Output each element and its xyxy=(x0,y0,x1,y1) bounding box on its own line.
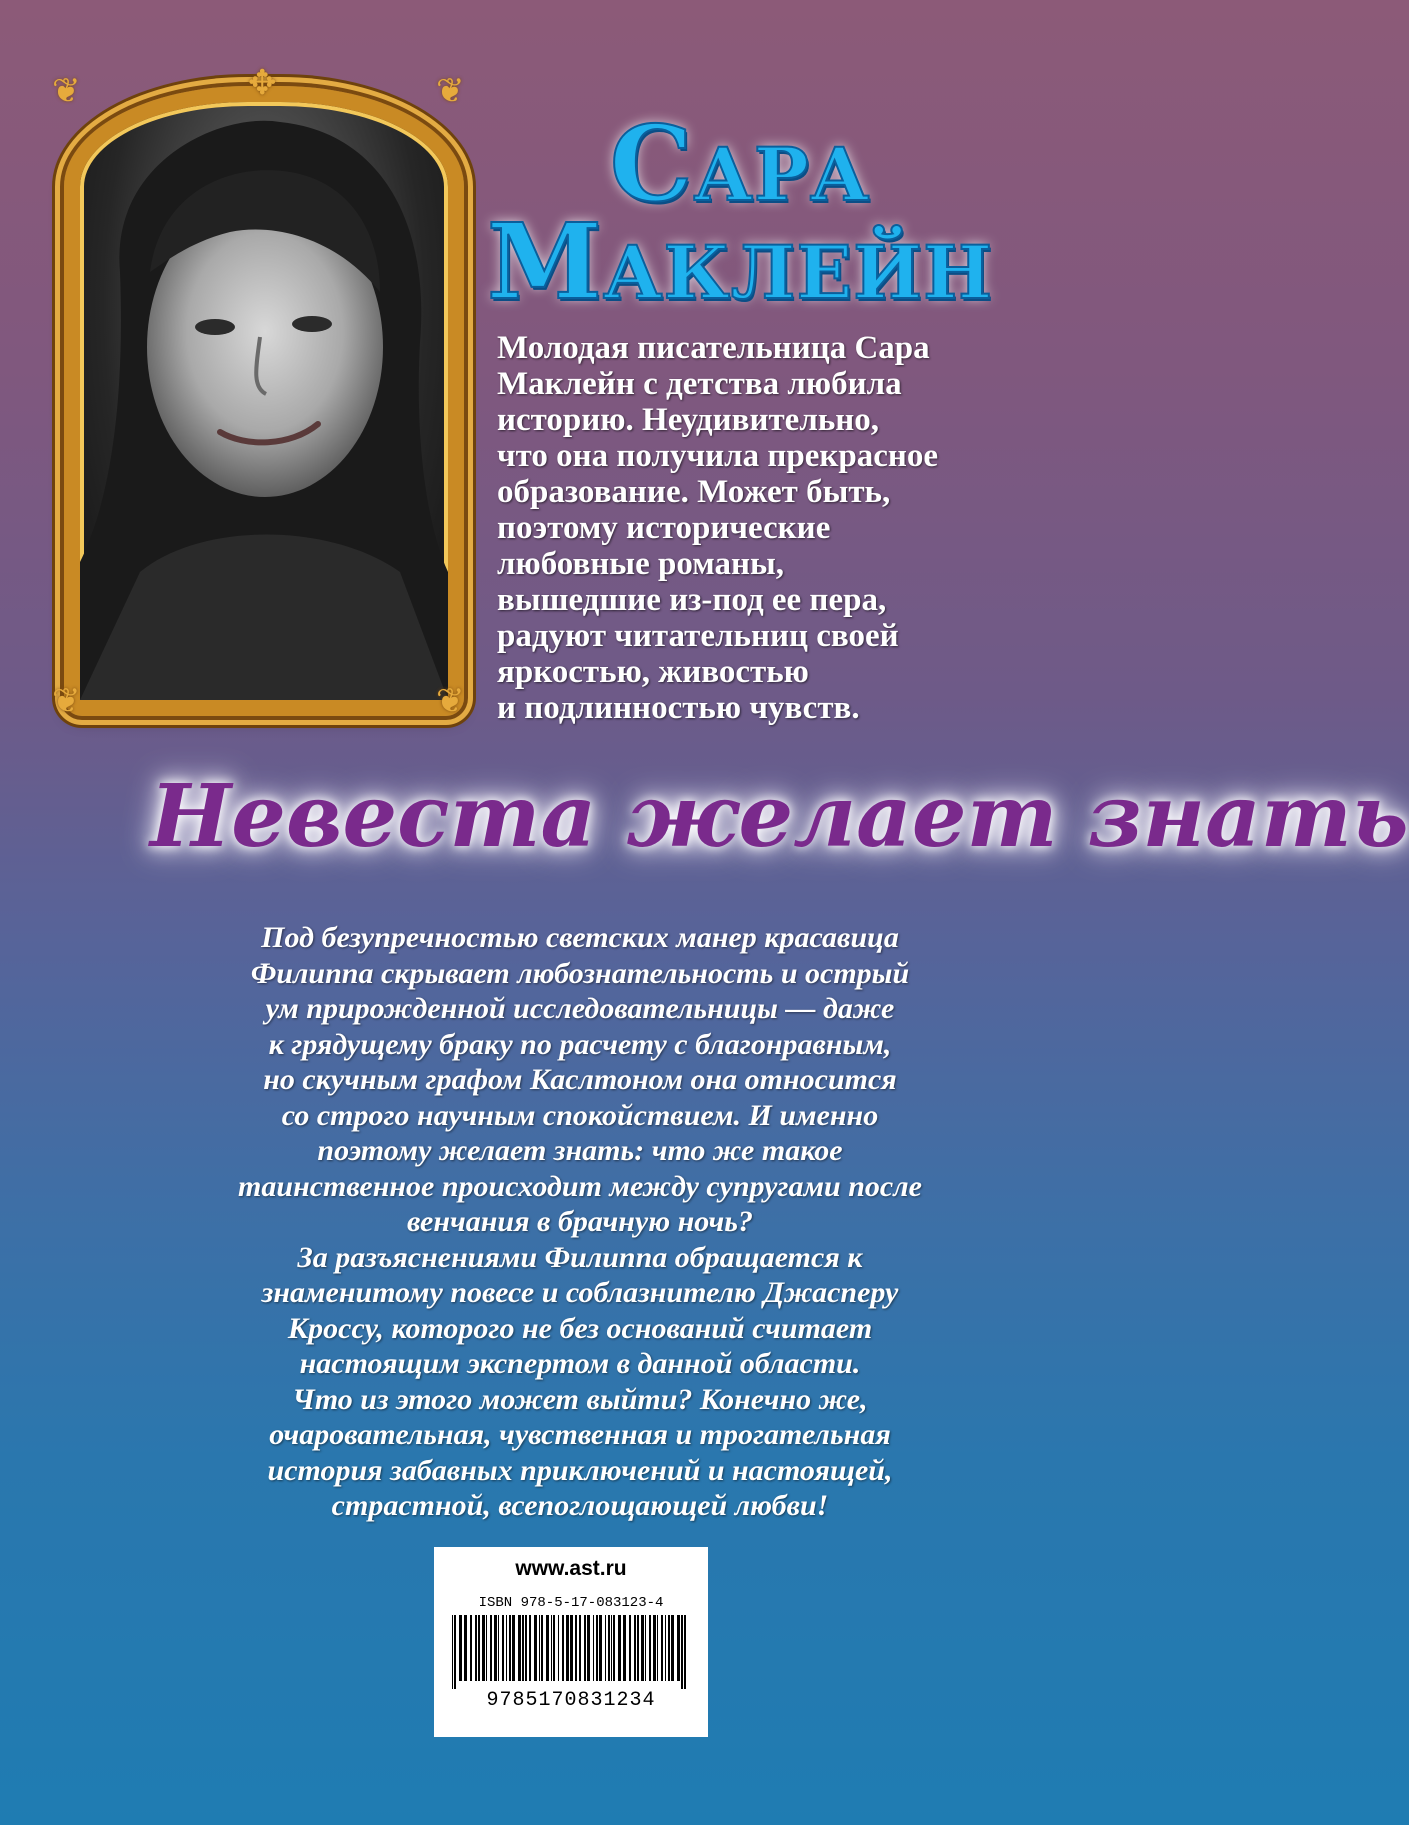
author-last-name: Маклейн xyxy=(486,200,994,323)
bio-line: образование. Может быть, xyxy=(497,474,891,510)
bio-line: что она получила прекрасное xyxy=(497,438,939,474)
barcode-panel xyxy=(434,1547,708,1737)
blurb-line: к грядущему браку по расчету с благонравным, xyxy=(268,1027,892,1061)
book-title: Невеста желает знать xyxy=(150,766,1409,867)
blurb-line: страстной, всепоглощающей любви! xyxy=(331,1489,829,1522)
bio-line: Молодая писательница Сара xyxy=(497,330,930,366)
ean-digits: 9785170831234 xyxy=(486,1689,656,1712)
blurb-line: но скучным графом Каслтоном она относится xyxy=(263,1063,897,1096)
blurb-line: таинственное происходит между супругами после xyxy=(238,1169,922,1203)
author-portrait xyxy=(80,102,448,700)
blurb-line: Что из этого может выйти? Конечно же, xyxy=(292,1382,868,1416)
bio-line: поэтому исторические xyxy=(497,510,831,546)
author-bio xyxy=(497,330,1057,726)
blurb-line: со строго научным спокойствием. И именно xyxy=(281,1098,879,1132)
bio-line: любовные романы, xyxy=(497,546,784,582)
blurb-line: ум прирожденной исследовательницы — даже xyxy=(265,992,895,1025)
blurb-line: Кроссу, которого не без оснований считает xyxy=(287,1311,873,1345)
author-first-name: Сара xyxy=(609,102,871,225)
blurb-line: За разъяснениями Филиппа обращается к xyxy=(297,1240,863,1274)
frame-ornament-icon: ❦ xyxy=(52,71,81,111)
isbn-label: ISBN 978-5-17-083123-4 xyxy=(478,1595,664,1611)
author-portrait-frame xyxy=(64,86,465,721)
blurb-line: поэтому желает знать: что же такое xyxy=(317,1134,843,1167)
barcode-icon xyxy=(448,1615,694,1689)
bio-line: Маклейн с детства любила xyxy=(497,366,902,402)
bio-line: радуют читательниц своей xyxy=(497,618,899,654)
bio-line: и подлинностью чувств. xyxy=(497,690,860,726)
bio-line: яркостью, живостью xyxy=(497,654,809,690)
publisher-website: www.ast.ru xyxy=(515,1557,627,1580)
frame-ornament-icon: ❦ xyxy=(436,681,465,721)
blurb-line: Под безупречностью светских манер красавица xyxy=(261,921,899,954)
bio-line: историю. Неудивительно, xyxy=(497,402,880,438)
blurb-line: очаровательная, чувственная и трогательная xyxy=(269,1418,891,1451)
frame-ornament-icon: ❦ xyxy=(52,681,81,721)
blurb-line: Филиппа скрывает любознательность и острый xyxy=(250,956,910,990)
frame-ornament-icon: ❦ xyxy=(436,71,465,111)
frame-ornament-icon: ✥ xyxy=(248,63,277,103)
blurb-line: настоящим экспертом в данной области. xyxy=(299,1347,861,1380)
bio-line: вышедшие из-под ее пера, xyxy=(497,582,887,618)
blurb-line: история забавных приключений и настоящей, xyxy=(267,1453,893,1487)
blurb-line: знаменитому повесе и соблазнителю Джасперу xyxy=(261,1276,899,1309)
blurb-line: венчания в брачную ночь? xyxy=(407,1205,753,1238)
book-blurb xyxy=(80,920,1080,1524)
